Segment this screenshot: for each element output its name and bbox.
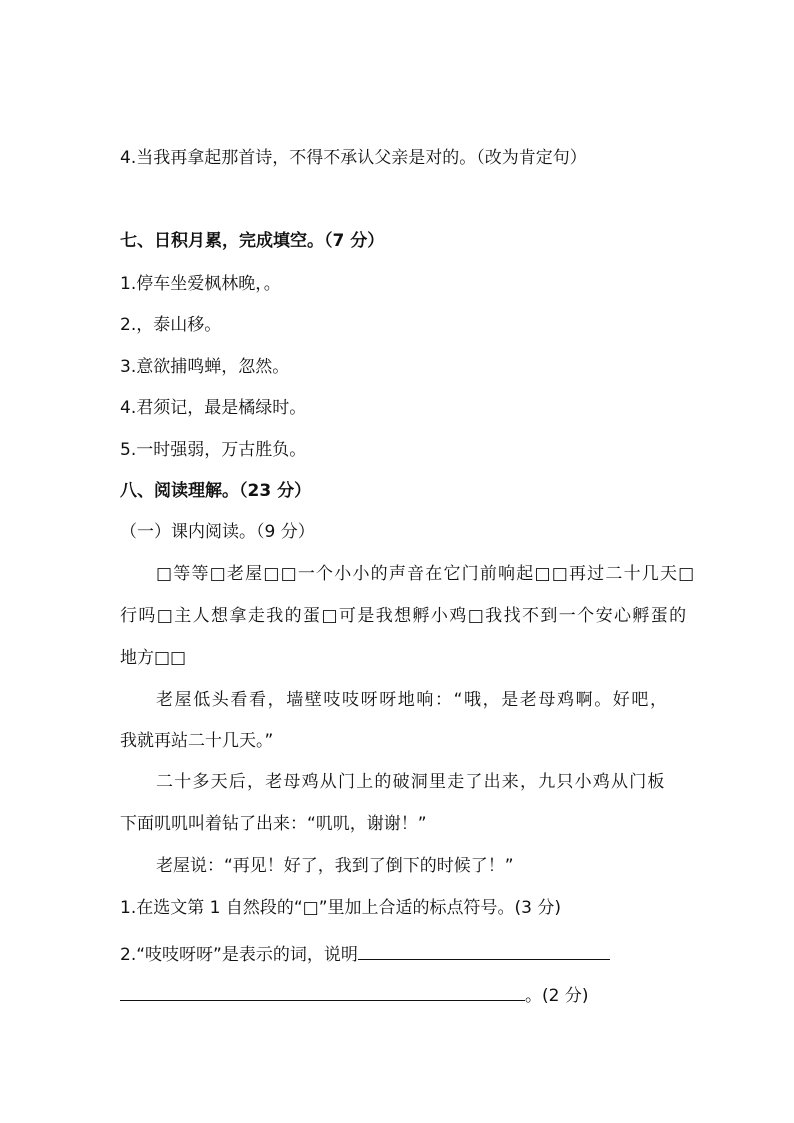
answer-blank-2[interactable] — [120, 982, 525, 1001]
passage-line: □等等□老屋□□一个小小的声音在它门前响起□□再过二十几天□ — [156, 564, 696, 584]
section-7-item-4: 4.君须记，最是橘绿时。 — [120, 398, 307, 418]
answer-blank-1[interactable] — [358, 941, 610, 960]
passage-line: 老屋低头看看，墙壁吱吱呀呀地响：“哦，是老母鸡啊。好吧， — [156, 690, 669, 710]
question-1: 1.在选文第 1 自然段的“□”里加上合适的标点符号。(3 分) — [120, 898, 562, 918]
section-7-item-5: 5.一时强弱，万古胜负。 — [120, 440, 307, 460]
subsection-1-title: （一）课内阅读。（9 分） — [120, 522, 315, 542]
passage-line: 我就再站二十几天。” — [120, 731, 274, 751]
passage-line: 地方□□ — [120, 648, 187, 668]
passage-line: 行吗□主人想拿走我的蛋□可是我想孵小鸡□我找不到一个安心孵蛋的 — [120, 606, 688, 626]
question-2 — [120, 941, 610, 965]
section-7-item-1: 1.停车坐爱枫林晚，。 — [120, 274, 281, 294]
passage-line: 二十多天后，老母鸡从门上的破洞里走了出来，九只小鸡从门板 — [156, 772, 666, 792]
passage-line: 老屋说：“再见！好了，我到了倒下的时候了！” — [156, 856, 514, 876]
section-7-item-3: 3.意欲捕鸣蝉，忽然。 — [120, 357, 290, 377]
question-2-end: 。(2 分) — [525, 986, 589, 1006]
section-7-title: 七、日积月累，完成填空。（7 分） — [120, 231, 385, 251]
section-8-title: 八、阅读理解。（23 分） — [120, 481, 312, 501]
passage-line: 下面叽叽叫着钻了出来：“叽叽，谢谢！” — [120, 814, 427, 834]
question-2-continued — [120, 982, 588, 1006]
question-4-rewrite: 4.当我再拿起那首诗，不得不承认父亲是对的。（改为肯定句） — [120, 148, 587, 168]
section-7-item-2: 2.，泰山移。 — [120, 315, 222, 335]
question-2-prefix: 2.“吱吱呀呀”是表示的词，说明 — [120, 945, 358, 965]
